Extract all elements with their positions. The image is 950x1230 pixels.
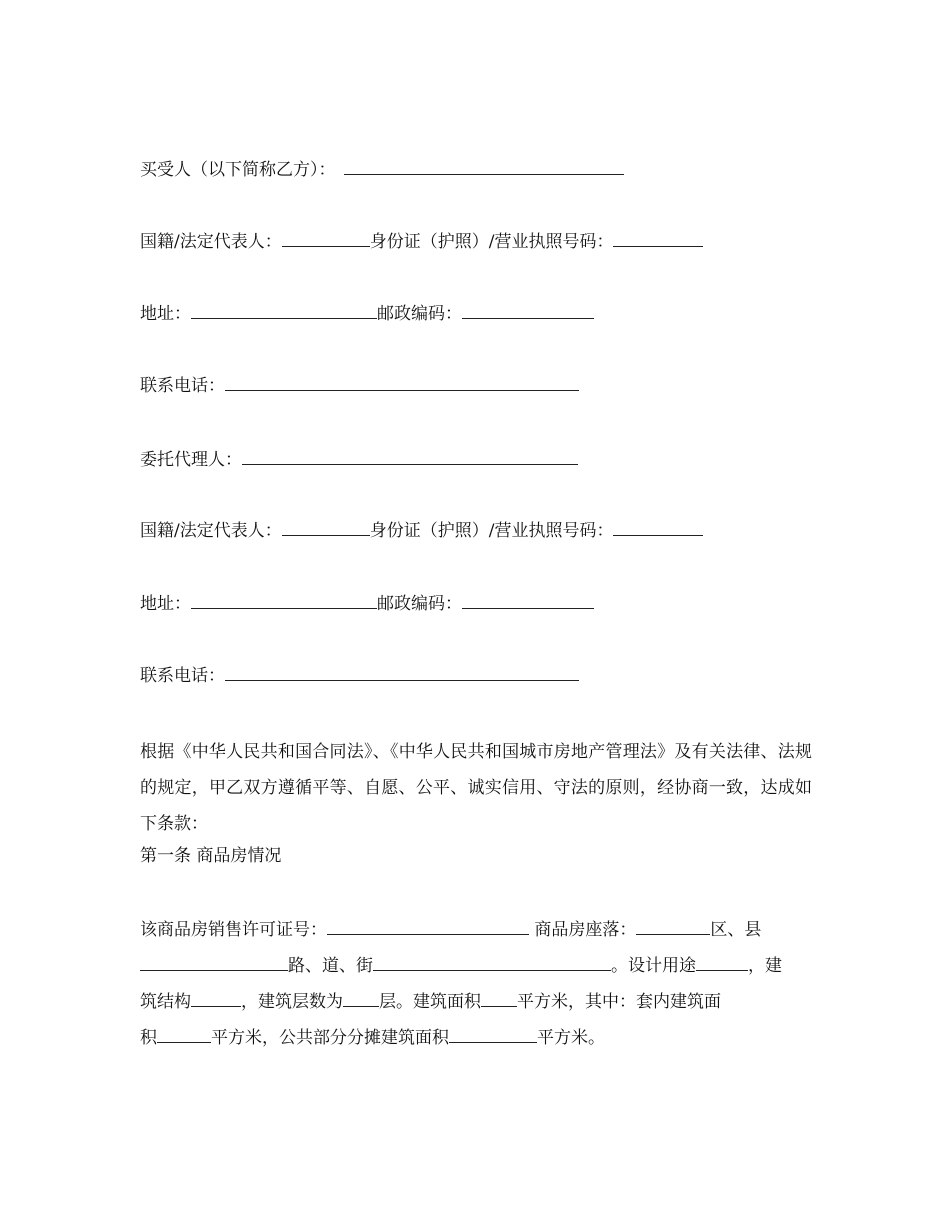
agent-address-label: 地址： bbox=[140, 594, 191, 614]
agent-phone-line bbox=[140, 664, 579, 688]
agent-address-line bbox=[140, 592, 594, 616]
floors-field[interactable] bbox=[343, 991, 379, 1007]
nationality-field[interactable] bbox=[282, 231, 370, 247]
id-number-field[interactable] bbox=[613, 231, 703, 247]
preamble-paragraph: 根据《中华人民共和国合同法》、《中华人民共和国城市房地产管理法》及有关法律、法规的规定，甲乙双方遵循平等、自愿、公平、诚实信用、守法的原则，经协商一致，达成如下条款： bbox=[140, 742, 812, 834]
nationality-label: 国籍/法定代表人： bbox=[140, 232, 282, 252]
agent-address-field[interactable] bbox=[191, 593, 377, 609]
agent-rep-line bbox=[140, 519, 703, 543]
article1-line-4 bbox=[140, 1026, 605, 1050]
area-label: 层。建筑面积 bbox=[379, 992, 481, 1012]
road-label: 路、道、街 bbox=[288, 956, 373, 976]
agent-label: 委托代理人： bbox=[140, 450, 242, 470]
buyer-line bbox=[140, 158, 624, 182]
structure-field[interactable] bbox=[191, 991, 241, 1007]
street-field[interactable] bbox=[373, 955, 611, 971]
agent-id-field[interactable] bbox=[613, 520, 703, 536]
shared-area-label: 平方米，公共部分分摊建筑面积 bbox=[211, 1028, 449, 1048]
inner-area-lead: 积 bbox=[140, 1028, 157, 1048]
article1-line-2 bbox=[140, 954, 782, 978]
structure-lead: ，建 bbox=[748, 956, 782, 976]
buyer-phone-line bbox=[140, 374, 579, 398]
address-label: 地址： bbox=[140, 304, 191, 324]
inner-area-label: 平方米，其中：套内建筑面 bbox=[517, 992, 721, 1012]
buyer-address-line bbox=[140, 302, 594, 326]
sqm-label: 平方米。 bbox=[537, 1028, 605, 1048]
agent-nationality-label: 国籍/法定代表人： bbox=[140, 521, 282, 541]
agent-nationality-field[interactable] bbox=[282, 520, 370, 536]
agent-postcode-field[interactable] bbox=[462, 593, 594, 609]
license-field[interactable] bbox=[327, 919, 529, 935]
article1-line-1 bbox=[140, 918, 761, 942]
district-label: 区、县 bbox=[710, 920, 762, 940]
inner-area-field[interactable] bbox=[157, 1027, 211, 1043]
agent-id-label: 身份证（护照）/营业执照号码： bbox=[369, 521, 614, 541]
floors-label: ，建筑层数为 bbox=[241, 992, 343, 1012]
area-field[interactable] bbox=[481, 991, 517, 1007]
article1-heading: 第一条 商品房情况 bbox=[140, 846, 282, 866]
phone-field[interactable] bbox=[225, 375, 579, 391]
district-field[interactable] bbox=[636, 919, 710, 935]
agent-field[interactable] bbox=[242, 449, 578, 465]
agent-phone-label: 联系电话： bbox=[140, 666, 225, 686]
location-label: 商品房座落： bbox=[529, 920, 637, 940]
usage-field[interactable] bbox=[696, 955, 748, 971]
buyer-label: 买受人（以下简称乙方）： bbox=[140, 160, 336, 180]
structure-label: 筑结构 bbox=[140, 992, 191, 1012]
agent-postcode-label: 邮政编码： bbox=[377, 594, 462, 614]
usage-label: 。设计用途 bbox=[611, 956, 696, 976]
buyer-name-field[interactable] bbox=[344, 159, 624, 175]
address-field[interactable] bbox=[191, 303, 377, 319]
postcode-field[interactable] bbox=[462, 303, 594, 319]
shared-area-field[interactable] bbox=[449, 1027, 537, 1043]
buyer-rep-line bbox=[140, 230, 703, 254]
article1-line-3 bbox=[140, 990, 721, 1014]
agent-phone-field[interactable] bbox=[225, 665, 579, 681]
license-label: 该商品房销售许可证号： bbox=[140, 920, 327, 940]
road-field[interactable] bbox=[140, 955, 288, 971]
phone-label: 联系电话： bbox=[140, 376, 225, 396]
postcode-label: 邮政编码： bbox=[377, 304, 462, 324]
id-label: 身份证（护照）/营业执照号码： bbox=[369, 232, 614, 252]
agent-line bbox=[140, 448, 578, 472]
